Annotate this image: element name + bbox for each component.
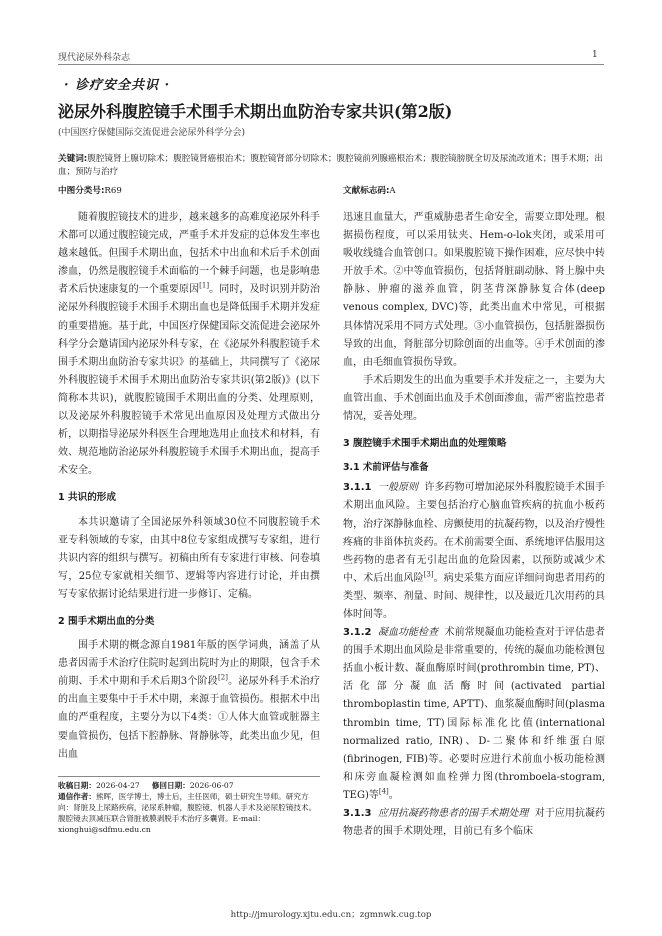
doc-code-value: A bbox=[389, 186, 396, 196]
subsection-title: 凝血功能检查 bbox=[377, 627, 439, 639]
author-text: 熊晖，医学博士，博士后，主任医师，硕士研究生导师。研究方向：肾脏及上尿路疾病，泌尿系肿瘤，腹腔镜、机器人手术及泌尿腔镜技术。腹腔镜去顶减压联合肾脏被膜剥脱手术治疗多囊肾。E-mail：xionghui@sdfmu.edu.cn bbox=[58, 792, 317, 834]
citation-ref[interactable]: [1] bbox=[199, 282, 210, 291]
keywords bbox=[58, 153, 606, 179]
page-number: 1 bbox=[592, 50, 598, 60]
subsection-3-1-2 bbox=[343, 624, 605, 805]
author-organization: (中国医疗保健国际交流促进会泌尿外科学分会) bbox=[58, 128, 246, 138]
section-2-text: 围手术期的概念源自1981年版的医学词典，涵盖了从患者因需手术治疗住院时起到出院时为止的期限，包含手术前期、手术中期和手术后期3个阶段 bbox=[58, 640, 320, 688]
classification-label: 中图分类号: bbox=[58, 186, 105, 196]
keywords-label: 关键词: bbox=[58, 154, 88, 164]
subsection-number: 3.1.3 bbox=[343, 808, 372, 819]
header-rule bbox=[58, 64, 604, 65]
intro-text-cont: 。同时，及时识别并防治泌尿外科腹腔镜手术围手术期出血也是降低围手术期并发症的重要措施。基于此，中国医疗保健国际交流促进会泌尿外科学分会邀请国内泌尿外科专家，在《泌尿外科腹腔镜手术围手术期出血防治专家共识》的基础上，共同撰写了《泌尿外科腹腔镜手术围手术期出血防治专家共识(第2版)》(以下简称本共识)，就腹腔镜围手术期出血的分类、处理原则，以及泌尿外科腹腔镜手术常见出血原因及处理方式做出分析，以期指导泌尿外科医生合理地选用止血技术和材料，有效、规范地防治泌尿外科腹腔镜手术围手术期出血，提高手术安全。 bbox=[58, 284, 321, 477]
left-column bbox=[58, 209, 320, 764]
section-heading-1: 1 共识的形成 bbox=[58, 492, 116, 504]
subsection-title: 一般原则 bbox=[377, 482, 419, 494]
footnote bbox=[58, 780, 320, 835]
footnote-dates bbox=[58, 780, 320, 791]
section-heading-2: 2 围手术期出血的分类 bbox=[58, 615, 155, 627]
article-title: 泌尿外科腹腔镜手术围手术期出血防治专家共识(第2版) bbox=[58, 102, 453, 121]
classification-value: R69 bbox=[104, 186, 122, 196]
document-code bbox=[343, 184, 396, 196]
subsection-text: 许多药物可增加泌尿外科腹腔镜手术围手术期出血风险。主要包括治疗心脑血管疾病的抗血小板药物，治疗深静脉血栓、房颤使用的抗凝药物，以及治疗慢性疼痛的非甾体抗炎药。在术前需要全面、系统地评估服用这些药物的患者有无引起出血的危险因素，以预防或减少术中、术后出血风险 bbox=[343, 482, 606, 584]
section-heading-3: 3 腹腔镜手术围手术期出血的处理策略 bbox=[343, 438, 507, 450]
revised-date: 2026-06-07 bbox=[189, 781, 234, 790]
section-1-paragraph: 本共识邀请了全国泌尿外科领域30位不同腹腔镜手术亚专科领域的专家，由其中8位专家组成撰写专家组，进行共识内容的组织与撰写。初稿由所有专家进行审核、问卷填写，25位专家就相关细节、逻辑等内容进行讨论，并由撰写专家依据讨论结果进行进一步修订、定稿。 bbox=[58, 516, 320, 600]
subsection-number: 3.1.1 bbox=[343, 482, 372, 494]
citation-ref[interactable]: [4] bbox=[378, 787, 389, 796]
subsection-number: 3.1.2 bbox=[343, 627, 372, 639]
journal-name: 现代泌尿外科杂志 bbox=[58, 53, 131, 63]
subsection-text: 对于应用抗凝药物患者的围手术期处理，目前已有多个临床 bbox=[343, 808, 606, 838]
classification-number bbox=[58, 184, 122, 196]
received-label: 收稿日期： bbox=[58, 781, 96, 790]
subsection-3-1-1 bbox=[343, 479, 605, 624]
intro-paragraph bbox=[58, 209, 320, 480]
revised-label: 修回日期： bbox=[151, 781, 190, 790]
subsection-heading-3-1: 3.1 术前评估与准备 bbox=[343, 462, 429, 474]
page-footer-url[interactable]: http://jmurology.xjtu.edu.cn；zgmnwk.cug.top bbox=[230, 910, 432, 920]
intro-text: 随着腹腔镜技术的进步，越来越多的高难度泌尿外科手术都可以通过腹腔镜完成，严重手术并发症的总体发生率也越来越低。但围手术期出血，包括术中出血和术后手术创面渗血，仍然是腹腔镜手术面临的一个棘手问题，也是影响患者术后快速康复的一个重要原因 bbox=[58, 212, 320, 296]
section-2-paragraph bbox=[58, 637, 320, 764]
section-2-text-cont: 。泌尿外科手术治疗的出血主要集中于手术中期，来源于血管损伤。根据术中出血的严重程度，主要分为以下4类：①人体大血管或脏器主要血管损伤，包括下腔静脉、肾静脉等，此类出血少见，但出血 bbox=[58, 676, 320, 760]
continued-paragraph: 迅速且血量大，严重威胁患者生命安全，需要立即处理。根据损伤程度，可以采用钛夹、Hem-o-lok夹闭，或采用可吸收线缝合血管创口。如果腹腔镜下操作困难，应尽快中转开放手术。②中等血管损伤，包括肾脏副动脉、肾上腺中央静脉、肿瘤的滋养血管，阴茎背深静脉复合体(deep venous complex, DVC)等，此类出血术中常见，可根据具体情况采用不同方式处理。③小血管损伤，包括脏器损伤导致的出血，肾脏部分切除创面的出血等。④手术创面的渗血，由毛细血管损伤导致。 bbox=[343, 212, 605, 368]
subsection-text-cont: 。病史采集方面应详细问询患者用药的类型、频率、剂量、时间、规律性，以及最近几次用药的具体时间等。 bbox=[343, 572, 606, 620]
citation-ref[interactable]: [3] bbox=[423, 570, 434, 579]
received-date: 2026-04-27 bbox=[95, 781, 140, 790]
postop-paragraph: 手术后期发生的出血为重要手术并发症之一，主要为大血管出血、手术创面出血及手术创面渗血，需严密监控患者情况，妥善处理。 bbox=[343, 374, 605, 423]
author-label: 通信作者： bbox=[58, 792, 96, 801]
subsection-text: 术前常规凝血功能检查对于评估患者的围手术期出血风险是非常重要的，传统的凝血功能检测包括血小板计数、凝血酶原时间(prothrombin time, PT)、活化部分凝血活酶时间(activated partial thromboplastin time, APTT)、血浆凝血酶时间(plasma thrombin time, TT)国际标准化比值(international normalized ratio, INR)、D-二聚体和纤维蛋白原(fibrinogen, FIB)等。必要时应进行术前血小板功能检测和床旁血凝检测如血栓弹力图(thromboela-stogram, TEG)等 bbox=[343, 627, 606, 801]
citation-ref[interactable]: [2] bbox=[218, 673, 228, 682]
doc-code-label: 文献标志码: bbox=[343, 186, 390, 196]
keywords-text: 腹腔镜肾上腺切除术；腹腔镜肾癌根治术；腹腔镜肾部分切除术；腹腔镜前列腺癌根治术；腹腔镜膀胱全切及尿流改道术；围手术期；出血；预防与治疗 bbox=[58, 154, 603, 177]
footnote-rule bbox=[58, 776, 320, 777]
column-tag: · 诊疗安全共识 · bbox=[64, 78, 171, 93]
footnote-author bbox=[58, 791, 320, 835]
subsection-3-1-3 bbox=[343, 805, 605, 841]
subsection-text-cont: 。 bbox=[388, 789, 399, 801]
right-column bbox=[343, 209, 605, 841]
subsection-title: 应用抗凝药物患者的围手术期处理 bbox=[377, 808, 529, 819]
